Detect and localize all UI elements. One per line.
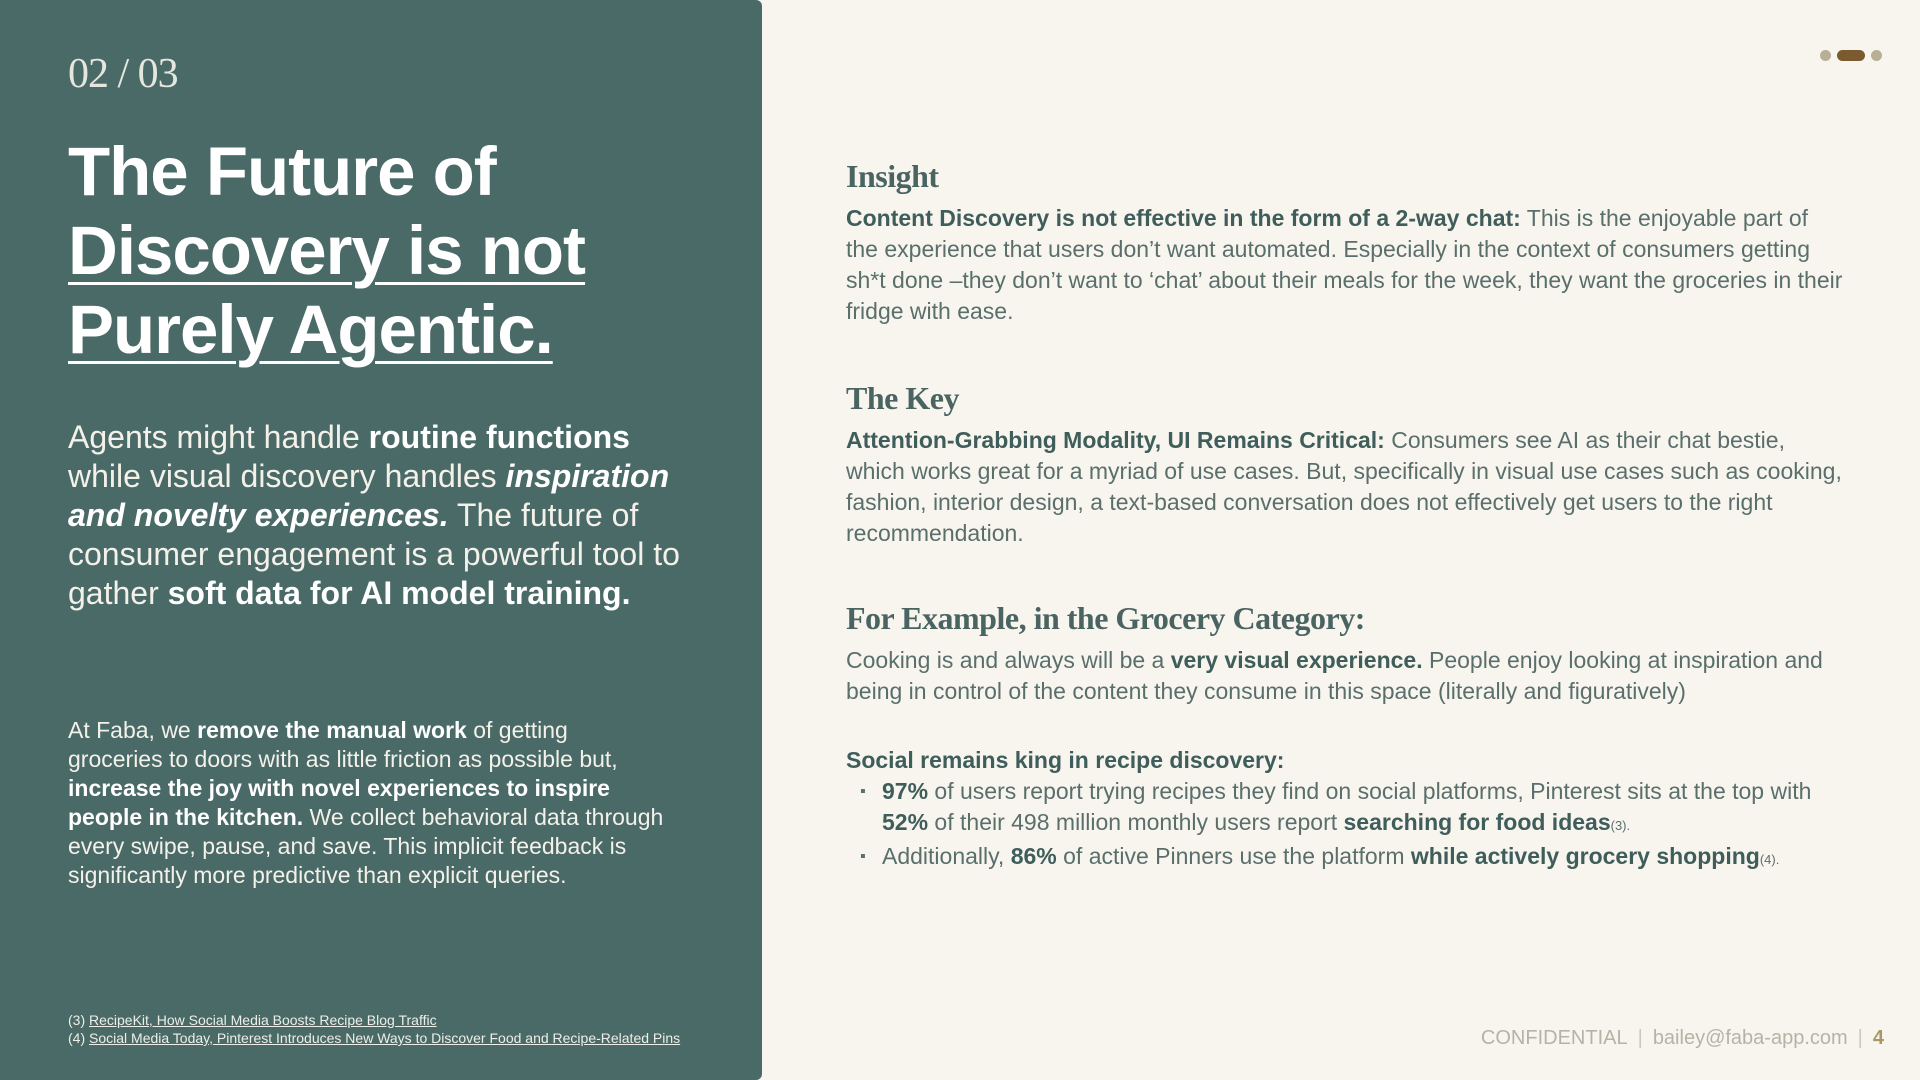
key-paragraph xyxy=(846,425,1846,549)
insight-bold: Content Discovery is not effective in the form of a 2-way chat: xyxy=(846,205,1521,231)
key-text: Consumers see AI as their chat bestie, which works great for a myriad of use cases. But, specifically in visual use cases such as cooking, fashion, interior design, a text-based conversation does not effectively get users to the right recommendation. xyxy=(846,427,1842,546)
list-item xyxy=(860,776,1846,841)
stat-97: 97% xyxy=(882,778,929,804)
social-section xyxy=(846,745,1846,875)
body-text-1: At Faba, we xyxy=(68,717,198,743)
footer-separator: | xyxy=(1857,1027,1863,1049)
progress-dot-3[interactable] xyxy=(1871,50,1882,61)
example-section xyxy=(846,600,1846,707)
example-heading: For Example, in the Grocery Category: xyxy=(846,600,1365,636)
key-bold: Attention-Grabbing Modality, UI Remains Critical: xyxy=(846,427,1385,453)
progress-dot-1[interactable] xyxy=(1820,50,1831,61)
bullet-bold: while actively grocery shopping xyxy=(1410,843,1760,869)
key-heading: The Key xyxy=(846,380,959,416)
insight-heading: Insight xyxy=(846,158,939,194)
footnote-3 xyxy=(68,1011,680,1029)
bullet-text: of active Pinners use the platform xyxy=(1056,843,1411,869)
lead-paragraph xyxy=(68,418,708,613)
body-bold-1: remove the manual work xyxy=(197,717,467,743)
lead-bold-1: routine functions xyxy=(368,419,630,455)
example-text-2: People enjoy looking at inspiration and being in control of the content they consume in this space (literally and figuratively) xyxy=(846,647,1823,704)
lead-bold-3: soft data for AI model training. xyxy=(167,575,631,611)
insight-text: This is the enjoyable part of the experience that users don’t want automated. Especially in the context of consumers getting sh*t done –they don’t want to ‘chat’ about their meals for the week, they want the groceries in their fridge with ease. xyxy=(846,205,1843,324)
social-bullets xyxy=(860,776,1846,875)
example-bold: very visual experience. xyxy=(1170,647,1423,673)
key-section xyxy=(846,380,1846,549)
footnotes xyxy=(68,1011,680,1047)
lead-text-2: while visual discovery handles xyxy=(68,458,506,494)
footnote-number: (4) xyxy=(68,1030,86,1046)
title-line-1: The Future of xyxy=(68,133,496,210)
insight-section xyxy=(846,158,1846,327)
stat-52: 52% xyxy=(882,809,929,835)
lead-text-1: Agents might handle xyxy=(68,419,369,455)
footnote-link-social-media-today[interactable]: Social Media Today, Pinterest Introduces New Ways to Discover Food and Recipe-Related Pins xyxy=(89,1030,681,1046)
page-number: 4 xyxy=(1872,1027,1884,1049)
insight-paragraph xyxy=(846,203,1846,327)
slide-counter: 02 / 03 xyxy=(68,51,178,97)
bullet-bold: searching for food ideas xyxy=(1343,809,1611,835)
page-title xyxy=(68,132,708,369)
social-heading-text: Social remains king in recipe discovery: xyxy=(846,747,1285,773)
body-bold-2: increase the joy with novel experiences to inspire people in the kitchen. xyxy=(68,775,610,830)
bullet-text: of their 498 million monthly users report xyxy=(928,809,1344,835)
left-panel xyxy=(0,0,762,1080)
footnote-4 xyxy=(68,1029,680,1047)
bullet-text: Additionally, xyxy=(882,843,1011,869)
social-heading xyxy=(846,745,1846,776)
page-footer xyxy=(1481,1027,1884,1050)
title-line-2: Discovery is not xyxy=(68,212,586,289)
footnote-ref-4: (4). xyxy=(1759,852,1780,867)
footer-separator: | xyxy=(1637,1027,1643,1049)
slide-progress-dots xyxy=(1820,50,1882,61)
example-text-1: Cooking is and always will be a xyxy=(846,647,1171,673)
stat-86: 86% xyxy=(1010,843,1057,869)
title-line-3: Purely Agentic. xyxy=(68,291,553,368)
footnote-number: (3) xyxy=(68,1012,86,1028)
bullet-text: of users report trying recipes they find on social platforms, Pinterest sits at the top with xyxy=(928,778,1812,804)
footnote-ref-3: (3). xyxy=(1610,818,1631,833)
example-paragraph xyxy=(846,645,1846,707)
body-paragraph xyxy=(68,716,668,890)
lead-text-3: The future of consumer engagement is a powerful tool to gather xyxy=(68,497,680,611)
confidential-label: CONFIDENTIAL xyxy=(1480,1027,1628,1049)
progress-dot-2-active[interactable] xyxy=(1837,50,1865,61)
list-item xyxy=(860,841,1846,875)
body-text-3: We collect behavioral data through every swipe, pause, and save. This implicit feedback is significantly more predictive than explicit queries. xyxy=(68,804,664,888)
body-text-2: of getting groceries to doors with as little friction as possible but, xyxy=(68,717,618,772)
footer-email: bailey@faba-app.com xyxy=(1652,1027,1848,1049)
footnote-link-recipekit[interactable]: RecipeKit, How Social Media Boosts Recipe Blog Traffic xyxy=(89,1012,437,1028)
lead-bold-italic: inspiration and novelty experiences. xyxy=(68,458,670,533)
